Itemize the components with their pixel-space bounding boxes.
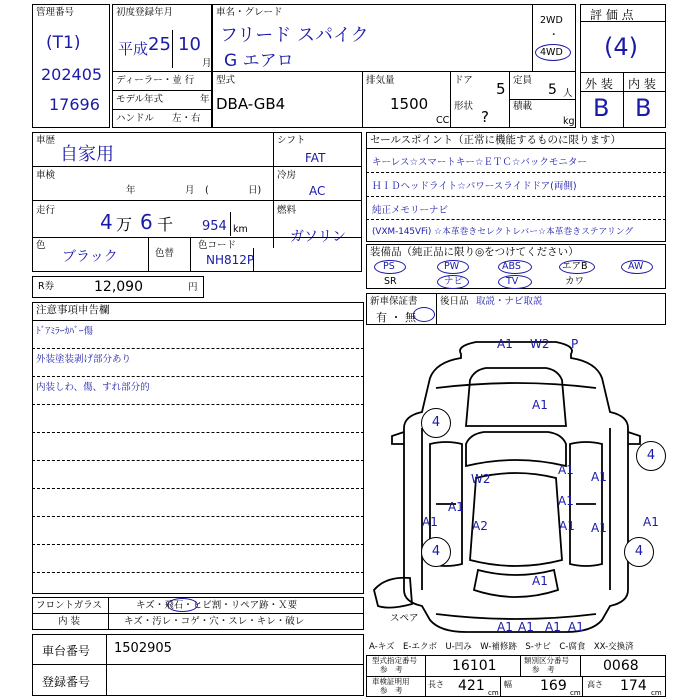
height-value: 174	[620, 678, 647, 694]
damage-mark: A1	[518, 620, 534, 634]
damage-mark: A2	[472, 519, 488, 533]
inspection-day: 日)	[248, 185, 262, 196]
ext-grade: B	[593, 94, 610, 122]
dealer-label: ディーラー・並 行	[116, 75, 195, 86]
doors-value: 5	[496, 80, 506, 98]
inspection-month: 月	[185, 185, 195, 196]
recycle-value: 12,090	[94, 279, 143, 295]
model-year-unit: 年	[200, 94, 210, 105]
equip-tv: TV	[506, 276, 519, 287]
reg-era: 平成	[118, 40, 149, 58]
recycle-unit: 円	[188, 282, 198, 293]
spare-label: スペア	[390, 613, 419, 624]
type-value: DBA-GB4	[216, 95, 286, 113]
ac-value: AC	[309, 184, 326, 198]
note-line-1: ﾄﾞｱﾐﾗｰｶﾊﾞｰ傷	[36, 326, 94, 337]
damage-mark: A1	[532, 574, 548, 588]
shape-value: ?	[481, 108, 489, 126]
sales-label: セールスポイント（正常に機能するものに限ります）	[370, 134, 622, 146]
note-line-2: 外装塗装剥げ部分あり	[36, 354, 132, 365]
interior-value: キズ・汚レ・コゲ・穴・スレ・キレ・破レ	[124, 616, 305, 627]
tire-front-left: 4	[421, 408, 451, 438]
displacement-label: 排気量	[366, 75, 395, 86]
drive-2wd: 2WD	[540, 15, 563, 26]
damage-mark: A1	[559, 519, 575, 533]
handle-value: 左・右	[172, 113, 201, 124]
notes-rule	[32, 460, 364, 461]
reg-label: 初度登録年月	[116, 7, 174, 18]
seats-value: 5	[548, 82, 557, 98]
note-line-3: 内装しわ、傷、すれ部分的	[36, 382, 150, 393]
damage-mark: A1	[448, 500, 464, 514]
glass-label: フロントガラス	[36, 600, 102, 611]
history-value: 自家用	[60, 144, 114, 165]
ext-label: 外 装	[585, 77, 613, 91]
damage-mark: A1	[497, 337, 513, 351]
sales-line-2: ＨＩＤヘッドライト☆パワースライドドア(両側)	[372, 181, 577, 192]
notes-label: 注意事項申告欄	[36, 304, 110, 316]
notes-rule	[32, 348, 364, 349]
mgmt-number-2: 17696	[49, 95, 100, 114]
mileage-rest: 954	[202, 219, 227, 234]
color-value: ブラック	[62, 249, 118, 265]
drive-dot: ・	[549, 30, 559, 41]
score-label: 評 価 点	[590, 8, 634, 22]
fuel-label: 燃料	[277, 205, 297, 216]
reg-year: 25	[148, 34, 171, 55]
notes-rule	[32, 516, 364, 517]
doors-label: ドア	[454, 75, 473, 86]
inspection-year: 年	[126, 185, 136, 196]
reg-month-unit: 月	[202, 58, 212, 69]
chassis-value: 1502905	[114, 641, 172, 656]
damage-mark: A1	[643, 515, 659, 529]
seats-unit: 人	[563, 88, 573, 99]
damage-mark: W2	[530, 337, 550, 351]
tire-front-right: 4	[636, 441, 666, 471]
load-label: 積載	[513, 101, 533, 112]
notes-rule	[32, 404, 364, 405]
load-unit: kg	[563, 116, 575, 127]
cert-label: 車検証明用	[372, 677, 410, 686]
length-label: 長さ	[428, 680, 444, 689]
color-label: 色	[36, 240, 46, 251]
interior-label: 内 装	[58, 616, 81, 627]
int-label: 内 装	[628, 77, 656, 91]
damage-mark: A1	[591, 521, 607, 535]
model-year-label: モデル年式	[116, 94, 164, 105]
shape-label: 形状	[454, 101, 474, 112]
damage-mark: A1	[422, 515, 438, 529]
height-label: 高さ	[587, 680, 603, 689]
notes-rule	[32, 320, 364, 321]
class-no-ref: 参 考	[532, 665, 555, 674]
equip-aw: AW	[628, 261, 644, 272]
mgmt-t: (T1)	[46, 33, 81, 53]
car-diagram	[366, 328, 666, 640]
chassis-label: 車台番号	[42, 644, 91, 658]
seats-label: 定員	[513, 75, 533, 86]
tire-rear-right: 4	[624, 537, 654, 567]
notes-rule	[32, 572, 364, 573]
sales-line-3: 純正メモリーナビ	[372, 205, 449, 216]
car-name-label: 車名・グレード	[216, 7, 283, 18]
sales-line-1: キーレス☆スマートキー☆ＥＴＣ☆バックモニター	[372, 157, 587, 168]
warranty-label: 新車保証書	[370, 296, 418, 307]
cert-ref: 参 考	[380, 686, 403, 695]
equip-pw: PW	[444, 261, 460, 272]
equip-leather: カワ	[565, 276, 585, 287]
car-grade: G エアロ	[224, 51, 294, 71]
tire-rear-left: 4	[421, 537, 451, 567]
glass-value: キズ・飛石・ヒビ割・リペア跡・Ｘ要	[136, 600, 298, 611]
equip-ps: PS	[383, 261, 395, 272]
manual-label: 後日品	[440, 296, 469, 307]
color-code-value: NH812P	[206, 253, 255, 267]
notes-box	[32, 302, 364, 594]
damage-mark: W2	[471, 472, 491, 486]
type-no-label: 型式指定番号	[372, 656, 417, 665]
inspection-label: 車検	[36, 170, 56, 181]
manual-value: 取説・ナビ取説	[476, 296, 543, 307]
mileage-man: 万	[116, 215, 133, 234]
recycle-label: R券	[38, 281, 55, 292]
mileage-unit: km	[233, 224, 248, 235]
notes-rule	[32, 544, 364, 545]
color-change-label: 色替	[155, 248, 175, 259]
reg-month: 10	[178, 34, 201, 55]
mgmt-number-1: 202405	[41, 65, 103, 84]
width-label: 幅	[504, 680, 512, 689]
equip-label: 装備品（純正品に限り◎をつけてください）	[370, 246, 579, 258]
mileage-sen-num: 6	[140, 210, 153, 234]
damage-mark: A1	[497, 620, 513, 634]
score-value: (4)	[604, 33, 638, 61]
class-no-value: 0068	[603, 658, 639, 674]
plate-label: 登録番号	[42, 675, 91, 689]
damage-mark: A1	[568, 620, 584, 634]
width-unit: cm	[570, 689, 581, 697]
equip-abs: ABS	[502, 261, 521, 272]
warranty-value: 有 ・ 無	[376, 311, 416, 324]
ac-label: 冷房	[277, 170, 297, 181]
sales-line-4: (VXM-145VFi) ☆本革巻きセレクトレバー☆本革巻きステアリング	[372, 227, 634, 237]
notes-rule	[32, 432, 364, 433]
handle-label: ハンドル	[116, 113, 155, 124]
length-unit: cm	[488, 689, 499, 697]
damage-mark: A1	[532, 398, 548, 412]
type-no-ref: 参 考	[380, 665, 403, 674]
drive-4wd: 4WD	[540, 47, 563, 58]
notes-rule	[32, 376, 364, 377]
equip-sr: SR	[384, 276, 397, 287]
equip-navi: ナビ	[444, 276, 464, 287]
mileage-label: 走行	[36, 205, 56, 216]
type-no-value: 16101	[452, 658, 497, 674]
fuel-value: ガソリン	[290, 229, 346, 245]
length-value: 421	[458, 678, 485, 694]
damage-mark: A1	[545, 620, 561, 634]
mileage-man-num: 4	[100, 210, 113, 234]
color-code-label: 色コード	[198, 240, 237, 251]
car-name: フリード スパイク	[220, 25, 369, 46]
class-no-label: 類別区分番号	[524, 656, 569, 665]
height-unit: cm	[651, 689, 662, 697]
shift-value: FAT	[305, 151, 326, 165]
int-grade: B	[635, 94, 652, 122]
history-label: 車歴	[36, 135, 56, 146]
damage-legend: A-キズ E-エクボ U-凹み W-補修跡 S-サビ C-腐食 XX-交換済	[369, 642, 634, 652]
width-value: 169	[540, 678, 567, 694]
mgmt-label: 管理番号	[36, 7, 75, 18]
notes-rule	[32, 488, 364, 489]
shift-label: シフト	[277, 135, 306, 146]
displacement-value: 1500	[390, 95, 429, 113]
displacement-unit: CC	[436, 115, 450, 126]
inspection-open: (	[205, 185, 209, 196]
damage-mark: A1	[591, 470, 607, 484]
type-label: 型式	[216, 75, 236, 86]
damage-mark: A1	[558, 494, 574, 508]
damage-mark: A1	[558, 463, 574, 477]
damage-mark: P	[571, 337, 579, 351]
equip-airbag: エアB	[562, 261, 588, 272]
mileage-sen: 千	[157, 215, 174, 234]
